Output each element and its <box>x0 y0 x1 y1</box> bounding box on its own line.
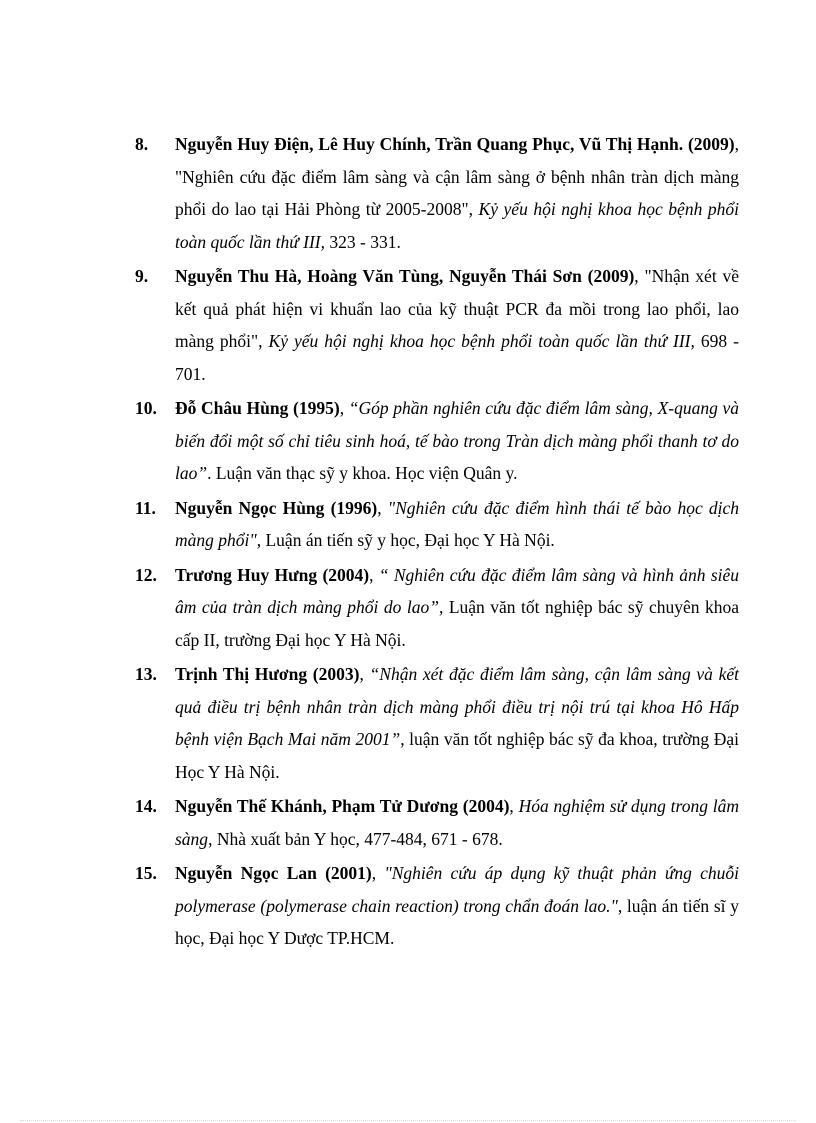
reference-title: Hóa nghiệm sử dụng trong lâm sàng <box>175 796 739 849</box>
reference-text <box>175 658 739 788</box>
reference-year: (2009) <box>683 134 735 154</box>
reference-separator: , <box>339 398 349 418</box>
reference-text <box>175 392 739 490</box>
reference-separator: , <box>369 564 379 585</box>
reference-item <box>135 559 739 657</box>
reference-item <box>135 790 739 855</box>
reference-item <box>135 658 739 788</box>
reference-publication: , luận văn tốt nghiệp bác sỹ đa khoa, trường Đại Học Y Hà Nội. <box>175 729 740 782</box>
page-bottom-divider <box>20 1120 796 1121</box>
reference-item <box>135 492 739 557</box>
reference-item <box>135 260 739 390</box>
reference-year: (2003) <box>307 664 360 684</box>
reference-source: Kỷ yếu hội nghị khoa học bệnh phổi toàn quốc lần thứ III, <box>268 331 695 351</box>
reference-title: "Nghiên cứu đặc điểm lâm sàng và cận lâm sàng ở bệnh nhân tràn dịch màng phổi do lao tại Hải Phòng từ 2005-2008", <box>175 166 739 219</box>
reference-text <box>175 790 739 855</box>
reference-publication: , luận án tiến sĩ y học, Đại học Y Dược TP.HCM. <box>175 895 739 948</box>
reference-separator: , <box>371 863 385 883</box>
reference-item <box>135 128 739 258</box>
reference-publication: . Luận văn thạc sỹ y khoa. Học viện Quân y. <box>207 463 518 483</box>
reference-number: 13. <box>135 664 157 684</box>
reference-publication: , Nhà xuất bản Y học, 477-484, 671 - 678. <box>208 828 503 849</box>
reference-number: 8. <box>135 134 149 154</box>
reference-text <box>175 559 739 657</box>
reference-title: "Nghiên cứu áp dụng kỹ thuật phản ứng chuỗi polymerase (polymerase chain reaction) trong chẩn đoán lao." <box>175 863 739 916</box>
reference-authors: Nguyễn Ngọc Hùng <box>175 497 325 518</box>
reference-pages: 698 - 701. <box>175 331 740 384</box>
reference-year: (2004) <box>317 564 370 585</box>
reference-list <box>135 128 739 957</box>
reference-number: 9. <box>135 266 149 286</box>
reference-separator: , <box>734 134 739 154</box>
reference-authors: Nguyễn Thế Khánh, Phạm Tử Dương <box>175 796 458 816</box>
reference-item <box>135 857 739 955</box>
reference-item <box>135 392 739 490</box>
reference-title: “Góp phần nghiên cứu đặc điểm lâm sàng, X-quang và biến đổi một số chỉ tiêu sinh hoá, tế bào trong Tràn dịch màng phổi thanh tơ do lao” <box>175 398 740 483</box>
reference-number: 15. <box>135 863 157 883</box>
reference-year: (2001) <box>316 863 372 883</box>
reference-title: "Nhận xét về kết quả phát hiện vi khuẩn lao của kỹ thuật PCR đa mồi trong lao phổi, lao màng phổi", <box>175 266 739 351</box>
reference-authors: Nguyễn Thu Hà, Hoàng Văn Tùng, Nguyễn Thái Sơn <box>175 266 582 286</box>
reference-publication: , Luận án tiến sỹ y học, Đại học Y Hà Nội. <box>256 530 555 550</box>
reference-separator: , <box>377 497 388 518</box>
reference-number: 11. <box>135 497 156 518</box>
reference-text <box>175 857 739 955</box>
reference-title: “ Nghiên cứu đặc điểm lâm sàng và hình ảnh siêu âm của tràn dịch màng phổi do lao” <box>175 564 740 617</box>
reference-number: 10. <box>135 398 157 418</box>
reference-text <box>175 128 739 258</box>
reference-year: (2009) <box>581 266 635 286</box>
reference-text <box>175 492 739 557</box>
reference-year: (1995) <box>288 398 340 418</box>
reference-number: 12. <box>135 564 157 585</box>
reference-year: (1996) <box>324 497 378 518</box>
reference-text <box>175 260 739 390</box>
reference-publication: , Luận văn tốt nghiệp bác sỹ chuyên khoa cấp II, trường Đại học Y Hà Nội. <box>175 597 739 650</box>
reference-number: 14. <box>135 796 157 816</box>
reference-separator: , <box>634 266 645 286</box>
reference-authors: Nguyễn Huy Điện, Lê Huy Chính, Trần Quang Phục, Vũ Thị Hạnh. <box>175 134 684 154</box>
reference-title: "Nghiên cứu đặc điểm hình thái tế bào học dịch màng phổi" <box>175 497 740 550</box>
reference-separator: , <box>509 796 519 816</box>
reference-year: (2004) <box>457 796 510 816</box>
reference-authors: Trịnh Thị Hương <box>175 664 308 684</box>
reference-authors: Trương Huy Hưng <box>175 564 318 585</box>
reference-title: “Nhận xét đặc điểm lâm sàng, cận lâm sàng và kết quả điều trị bệnh nhân tràn dịch màng phổi điều trị nội trú tại khoa Hô Hấp bệnh viện Bạch Mai năm 2001” <box>175 664 740 749</box>
reference-separator: , <box>359 664 370 684</box>
reference-authors: Đỗ Châu Hùng <box>175 398 289 418</box>
reference-source: Kỷ yếu hội nghị khoa học bệnh phổi toàn quốc lần thứ III, <box>175 199 739 252</box>
reference-pages: 323 - 331. <box>325 231 401 252</box>
reference-authors: Nguyễn Ngọc Lan <box>175 863 317 883</box>
